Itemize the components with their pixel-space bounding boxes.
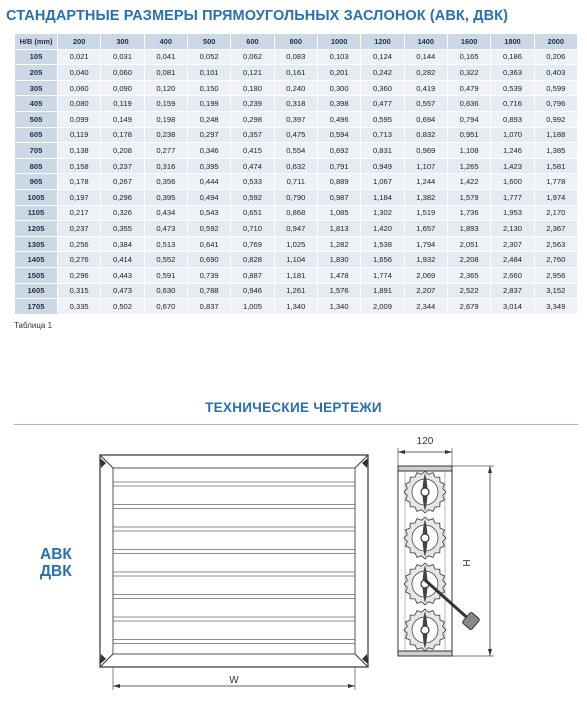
table-cell: 1,246 xyxy=(491,143,534,159)
table-cell: 0,217 xyxy=(58,205,101,221)
table-row xyxy=(15,127,578,143)
table-cell: 0,831 xyxy=(361,143,404,159)
table-cell: 2,208 xyxy=(447,252,490,268)
table-cell: 1,382 xyxy=(404,189,447,205)
table-cell: 0,206 xyxy=(534,49,577,65)
table-cell: 0,414 xyxy=(101,252,144,268)
technical-drawing xyxy=(0,425,587,707)
table-cell: 2,837 xyxy=(491,283,534,299)
table-cell: 1,265 xyxy=(447,158,490,174)
table-cell: 0,158 xyxy=(58,158,101,174)
table-cell: 0,120 xyxy=(144,80,187,96)
column-header: 2000 xyxy=(534,34,577,50)
front-view-drawing xyxy=(100,455,368,690)
column-header: 1800 xyxy=(491,34,534,50)
table-cell: 1,340 xyxy=(274,299,317,315)
table-cell: 0,889 xyxy=(317,174,360,190)
table-cell: 2,484 xyxy=(491,252,534,268)
table-cell: 1,085 xyxy=(317,205,360,221)
row-header: 1705 xyxy=(15,299,58,315)
table-cell: 1,600 xyxy=(491,174,534,190)
table-cell: 0,788 xyxy=(187,283,230,299)
table-cell: 2,170 xyxy=(534,205,577,221)
table-cell: 0,947 xyxy=(274,221,317,237)
table-cell: 0,099 xyxy=(58,111,101,127)
corner-header: H/B (mm) xyxy=(15,34,58,50)
table-cell: 0,473 xyxy=(101,283,144,299)
table-cell: 0,415 xyxy=(231,143,274,159)
table-cell: 1,005 xyxy=(231,299,274,315)
model-label-avk: АВК xyxy=(40,546,72,563)
gear-icon xyxy=(404,563,446,605)
table-cell: 1,184 xyxy=(361,189,404,205)
table-cell: 0,101 xyxy=(187,65,230,81)
table-cell: 0,103 xyxy=(317,49,360,65)
table-cell: 0,794 xyxy=(447,111,490,127)
table-cell: 0,296 xyxy=(58,267,101,283)
row-header: 1205 xyxy=(15,221,58,237)
table-cell: 0,949 xyxy=(361,158,404,174)
table-cell: 0,165 xyxy=(447,49,490,65)
table-cell: 1,282 xyxy=(317,236,360,252)
table-cell: 0,636 xyxy=(447,96,490,112)
table-cell: 1,261 xyxy=(274,283,317,299)
table-row xyxy=(15,158,578,174)
table-cell: 0,769 xyxy=(231,236,274,252)
table-cell: 1,070 xyxy=(491,127,534,143)
row-header: 1505 xyxy=(15,267,58,283)
table-cell: 0,298 xyxy=(231,111,274,127)
table-cell: 3,014 xyxy=(491,299,534,315)
table-cell: 1,736 xyxy=(447,205,490,221)
table-cell: 0,630 xyxy=(144,283,187,299)
table-cell: 0,592 xyxy=(231,189,274,205)
table-cell: 0,121 xyxy=(231,65,274,81)
table-cell: 3,349 xyxy=(534,299,577,315)
table-cell: 0,159 xyxy=(144,96,187,112)
table-cell: 1,107 xyxy=(404,158,447,174)
table-cell: 0,197 xyxy=(58,189,101,205)
table-cell: 0,419 xyxy=(404,80,447,96)
table-cell: 0,297 xyxy=(187,127,230,143)
table-cell: 1,478 xyxy=(317,267,360,283)
table-cell: 0,237 xyxy=(58,221,101,237)
table-cell: 0,543 xyxy=(187,205,230,221)
table-cell: 0,186 xyxy=(491,49,534,65)
table-cell: 0,081 xyxy=(144,65,187,81)
row-header: 805 xyxy=(15,158,58,174)
table-cell: 0,124 xyxy=(361,49,404,65)
table-cell: 0,533 xyxy=(231,174,274,190)
table-cell: 1,830 xyxy=(317,252,360,268)
table-cell: 0,355 xyxy=(101,221,144,237)
table-cell: 0,397 xyxy=(274,111,317,127)
table-cell: 1,423 xyxy=(491,158,534,174)
table-cell: 0,946 xyxy=(231,283,274,299)
drawings-title: ТЕХНИЧЕСКИЕ ЧЕРТЕЖИ xyxy=(205,400,382,415)
page-title: СТАНДАРТНЫЕ РАЗМЕРЫ ПРЯМОУГОЛЬНЫХ ЗАСЛОНОК (АВК, ДВК) xyxy=(6,8,509,24)
table-cell: 0,316 xyxy=(144,158,187,174)
table-cell: 0,395 xyxy=(144,189,187,205)
table-row xyxy=(15,65,578,81)
table-cell: 2,051 xyxy=(447,236,490,252)
table-cell: 0,031 xyxy=(101,49,144,65)
table-cell: 2,344 xyxy=(404,299,447,315)
table-cell: 0,242 xyxy=(361,65,404,81)
row-header: 405 xyxy=(15,96,58,112)
table-cell: 0,277 xyxy=(144,143,187,159)
table-cell: 0,552 xyxy=(144,252,187,268)
table-cell: 0,240 xyxy=(274,80,317,96)
table-row xyxy=(15,174,578,190)
table-cell: 1,576 xyxy=(317,283,360,299)
table-cell: 0,887 xyxy=(231,267,274,283)
table-row xyxy=(15,267,578,283)
table-cell: 0,398 xyxy=(317,96,360,112)
table-cell: 2,130 xyxy=(491,221,534,237)
table-cell: 1,340 xyxy=(317,299,360,315)
table-cell: 1,932 xyxy=(404,252,447,268)
table-cell: 0,494 xyxy=(187,189,230,205)
column-header: 600 xyxy=(231,34,274,50)
table-cell: 1,777 xyxy=(491,189,534,205)
table-cell: 0,893 xyxy=(491,111,534,127)
table-row xyxy=(15,143,578,159)
table-cell: 0,138 xyxy=(58,143,101,159)
row-header: 205 xyxy=(15,65,58,81)
row-header: 905 xyxy=(15,174,58,190)
table-cell: 0,670 xyxy=(144,299,187,315)
table-header-row xyxy=(15,34,578,50)
table-cell: 0,238 xyxy=(144,127,187,143)
table-cell: 0,837 xyxy=(187,299,230,315)
table-cell: 0,868 xyxy=(274,205,317,221)
table-cell: 0,326 xyxy=(101,205,144,221)
table-cell: 1,891 xyxy=(361,283,404,299)
table-cell: 0,477 xyxy=(361,96,404,112)
gear-icon xyxy=(404,471,446,513)
table-cell: 2,367 xyxy=(534,221,577,237)
table-cell: 0,557 xyxy=(404,96,447,112)
table-cell: 0,690 xyxy=(187,252,230,268)
table-cell: 0,710 xyxy=(231,221,274,237)
row-header: 305 xyxy=(15,80,58,96)
side-view-drawing xyxy=(398,448,494,656)
table-cell: 0,479 xyxy=(447,80,490,96)
table-cell: 0,473 xyxy=(144,221,187,237)
table-cell: 2,365 xyxy=(447,267,490,283)
table-cell: 0,651 xyxy=(231,205,274,221)
table-row xyxy=(15,299,578,315)
column-header: 300 xyxy=(101,34,144,50)
table-cell: 0,080 xyxy=(58,96,101,112)
table-cell: 0,267 xyxy=(101,174,144,190)
table-cell: 0,198 xyxy=(144,111,187,127)
table-cell: 2,069 xyxy=(404,267,447,283)
table-cell: 0,951 xyxy=(447,127,490,143)
table-cell: 0,060 xyxy=(101,65,144,81)
table-cell: 0,335 xyxy=(58,299,101,315)
table-cell: 2,307 xyxy=(491,236,534,252)
table-cell: 2,009 xyxy=(361,299,404,315)
table-cell: 0,595 xyxy=(361,111,404,127)
gear-icon xyxy=(404,609,446,651)
table-cell: 1,385 xyxy=(534,143,577,159)
table-cell: 0,395 xyxy=(187,158,230,174)
table-cell: 0,832 xyxy=(404,127,447,143)
table-cell: 0,828 xyxy=(231,252,274,268)
table-cell: 0,594 xyxy=(317,127,360,143)
dimension-depth-label: 120 xyxy=(416,436,434,447)
table-cell: 1,794 xyxy=(404,236,447,252)
table-cell: 0,599 xyxy=(534,80,577,96)
table-cell: 0,357 xyxy=(231,127,274,143)
table-cell: 0,987 xyxy=(317,189,360,205)
table-cell: 1,893 xyxy=(447,221,490,237)
table-cell: 2,760 xyxy=(534,252,577,268)
table-row xyxy=(15,189,578,205)
column-header: 1600 xyxy=(447,34,490,50)
table-row xyxy=(15,80,578,96)
table-cell: 0,716 xyxy=(491,96,534,112)
table-cell: 0,201 xyxy=(317,65,360,81)
table-row xyxy=(15,283,578,299)
column-header: 1000 xyxy=(317,34,360,50)
table-cell: 0,739 xyxy=(187,267,230,283)
dimension-h-label: H xyxy=(462,559,473,567)
table-cell: 0,199 xyxy=(187,96,230,112)
table-row xyxy=(15,49,578,65)
table-cell: 0,318 xyxy=(274,96,317,112)
table-cell: 0,475 xyxy=(274,127,317,143)
table-cell: 1,067 xyxy=(361,174,404,190)
table-cell: 0,502 xyxy=(101,299,144,315)
table-cell: 0,496 xyxy=(317,111,360,127)
table-cell: 1,778 xyxy=(534,174,577,190)
table-cell: 1,581 xyxy=(534,158,577,174)
table-cell: 2,679 xyxy=(447,299,490,315)
table-cell: 0,444 xyxy=(187,174,230,190)
table-body xyxy=(15,49,578,314)
table-cell: 0,322 xyxy=(447,65,490,81)
table-cell: 0,040 xyxy=(58,65,101,81)
table-cell: 0,180 xyxy=(231,80,274,96)
table-cell: 2,522 xyxy=(447,283,490,299)
table-row xyxy=(15,252,578,268)
table-row xyxy=(15,205,578,221)
table-cell: 1,774 xyxy=(361,267,404,283)
row-header: 1005 xyxy=(15,189,58,205)
table-cell: 1,422 xyxy=(447,174,490,190)
table-cell: 1,108 xyxy=(447,143,490,159)
table-cell: 0,062 xyxy=(231,49,274,65)
table-cell: 1,656 xyxy=(361,252,404,268)
table-cell: 1,181 xyxy=(274,267,317,283)
table-cell: 0,591 xyxy=(144,267,187,283)
table-cell: 0,256 xyxy=(58,236,101,252)
table-cell: 0,021 xyxy=(58,49,101,65)
table-cell: 0,713 xyxy=(361,127,404,143)
table-cell: 0,237 xyxy=(101,158,144,174)
table-cell: 0,052 xyxy=(187,49,230,65)
table-row xyxy=(15,96,578,112)
table-cell: 0,711 xyxy=(274,174,317,190)
row-header: 605 xyxy=(15,127,58,143)
table-cell: 0,796 xyxy=(534,96,577,112)
table-cell: 0,474 xyxy=(231,158,274,174)
table-cell: 1,519 xyxy=(404,205,447,221)
column-header: 500 xyxy=(187,34,230,50)
table-cell: 0,041 xyxy=(144,49,187,65)
table-cell: 1,025 xyxy=(274,236,317,252)
gear-icon xyxy=(404,517,446,559)
table-cell: 0,443 xyxy=(101,267,144,283)
table-cell: 0,161 xyxy=(274,65,317,81)
table-cell: 1,579 xyxy=(447,189,490,205)
table-cell: 0,403 xyxy=(534,65,577,81)
table-cell: 1,538 xyxy=(361,236,404,252)
table-cell: 0,513 xyxy=(144,236,187,252)
table-cell: 0,144 xyxy=(404,49,447,65)
table-cell: 1,657 xyxy=(404,221,447,237)
table-cell: 0,248 xyxy=(187,111,230,127)
table-cell: 0,992 xyxy=(534,111,577,127)
table-cell: 0,363 xyxy=(491,65,534,81)
column-header: 400 xyxy=(144,34,187,50)
table-cell: 1,104 xyxy=(274,252,317,268)
table-cell: 0,282 xyxy=(404,65,447,81)
table-row xyxy=(15,221,578,237)
table-cell: 1,244 xyxy=(404,174,447,190)
table-cell: 0,296 xyxy=(101,189,144,205)
row-header: 1405 xyxy=(15,252,58,268)
table-cell: 0,692 xyxy=(317,143,360,159)
table-cell: 0,346 xyxy=(187,143,230,159)
table-cell: 0,150 xyxy=(187,80,230,96)
dimension-w-label: W xyxy=(229,675,239,686)
table-cell: 0,694 xyxy=(404,111,447,127)
table-cell: 0,539 xyxy=(491,80,534,96)
table-cell: 2,563 xyxy=(534,236,577,252)
table-cell: 0,178 xyxy=(101,127,144,143)
model-label-dvk: ДВК xyxy=(40,563,72,580)
table-cell: 1,813 xyxy=(317,221,360,237)
table-cell: 0,356 xyxy=(144,174,187,190)
table-cell: 1,974 xyxy=(534,189,577,205)
row-header: 1105 xyxy=(15,205,58,221)
table-caption: Таблица 1 xyxy=(14,321,53,330)
table-cell: 1,420 xyxy=(361,221,404,237)
column-header: 1200 xyxy=(361,34,404,50)
table-cell: 2,660 xyxy=(491,267,534,283)
column-header: 200 xyxy=(58,34,101,50)
table-cell: 1,188 xyxy=(534,127,577,143)
table-cell: 0,060 xyxy=(58,80,101,96)
table-cell: 0,083 xyxy=(274,49,317,65)
table-cell: 0,178 xyxy=(58,174,101,190)
table-cell: 0,592 xyxy=(187,221,230,237)
row-header: 105 xyxy=(15,49,58,65)
table-cell: 0,791 xyxy=(317,158,360,174)
table-cell: 0,790 xyxy=(274,189,317,205)
row-header: 505 xyxy=(15,111,58,127)
table-cell: 0,632 xyxy=(274,158,317,174)
table-cell: 0,119 xyxy=(101,96,144,112)
table-cell: 0,360 xyxy=(361,80,404,96)
table-cell: 0,969 xyxy=(404,143,447,159)
table-cell: 0,119 xyxy=(58,127,101,143)
table-cell: 1,302 xyxy=(361,205,404,221)
table-cell: 0,315 xyxy=(58,283,101,299)
table-cell: 0,208 xyxy=(101,143,144,159)
table-cell: 0,239 xyxy=(231,96,274,112)
table-cell: 0,434 xyxy=(144,205,187,221)
table-cell: 3,152 xyxy=(534,283,577,299)
table-row xyxy=(15,236,578,252)
table-cell: 0,276 xyxy=(58,252,101,268)
table-cell: 0,554 xyxy=(274,143,317,159)
table-cell: 0,641 xyxy=(187,236,230,252)
table-cell: 1,953 xyxy=(491,205,534,221)
table-cell: 0,384 xyxy=(101,236,144,252)
sizes-table xyxy=(14,33,578,315)
table-row xyxy=(15,111,578,127)
row-header: 705 xyxy=(15,143,58,159)
row-header: 1605 xyxy=(15,283,58,299)
column-header: 800 xyxy=(274,34,317,50)
table-cell: 0,090 xyxy=(101,80,144,96)
table-cell: 2,956 xyxy=(534,267,577,283)
column-header: 1400 xyxy=(404,34,447,50)
table-cell: 0,300 xyxy=(317,80,360,96)
table-cell: 0,149 xyxy=(101,111,144,127)
row-header: 1305 xyxy=(15,236,58,252)
table-cell: 2,207 xyxy=(404,283,447,299)
